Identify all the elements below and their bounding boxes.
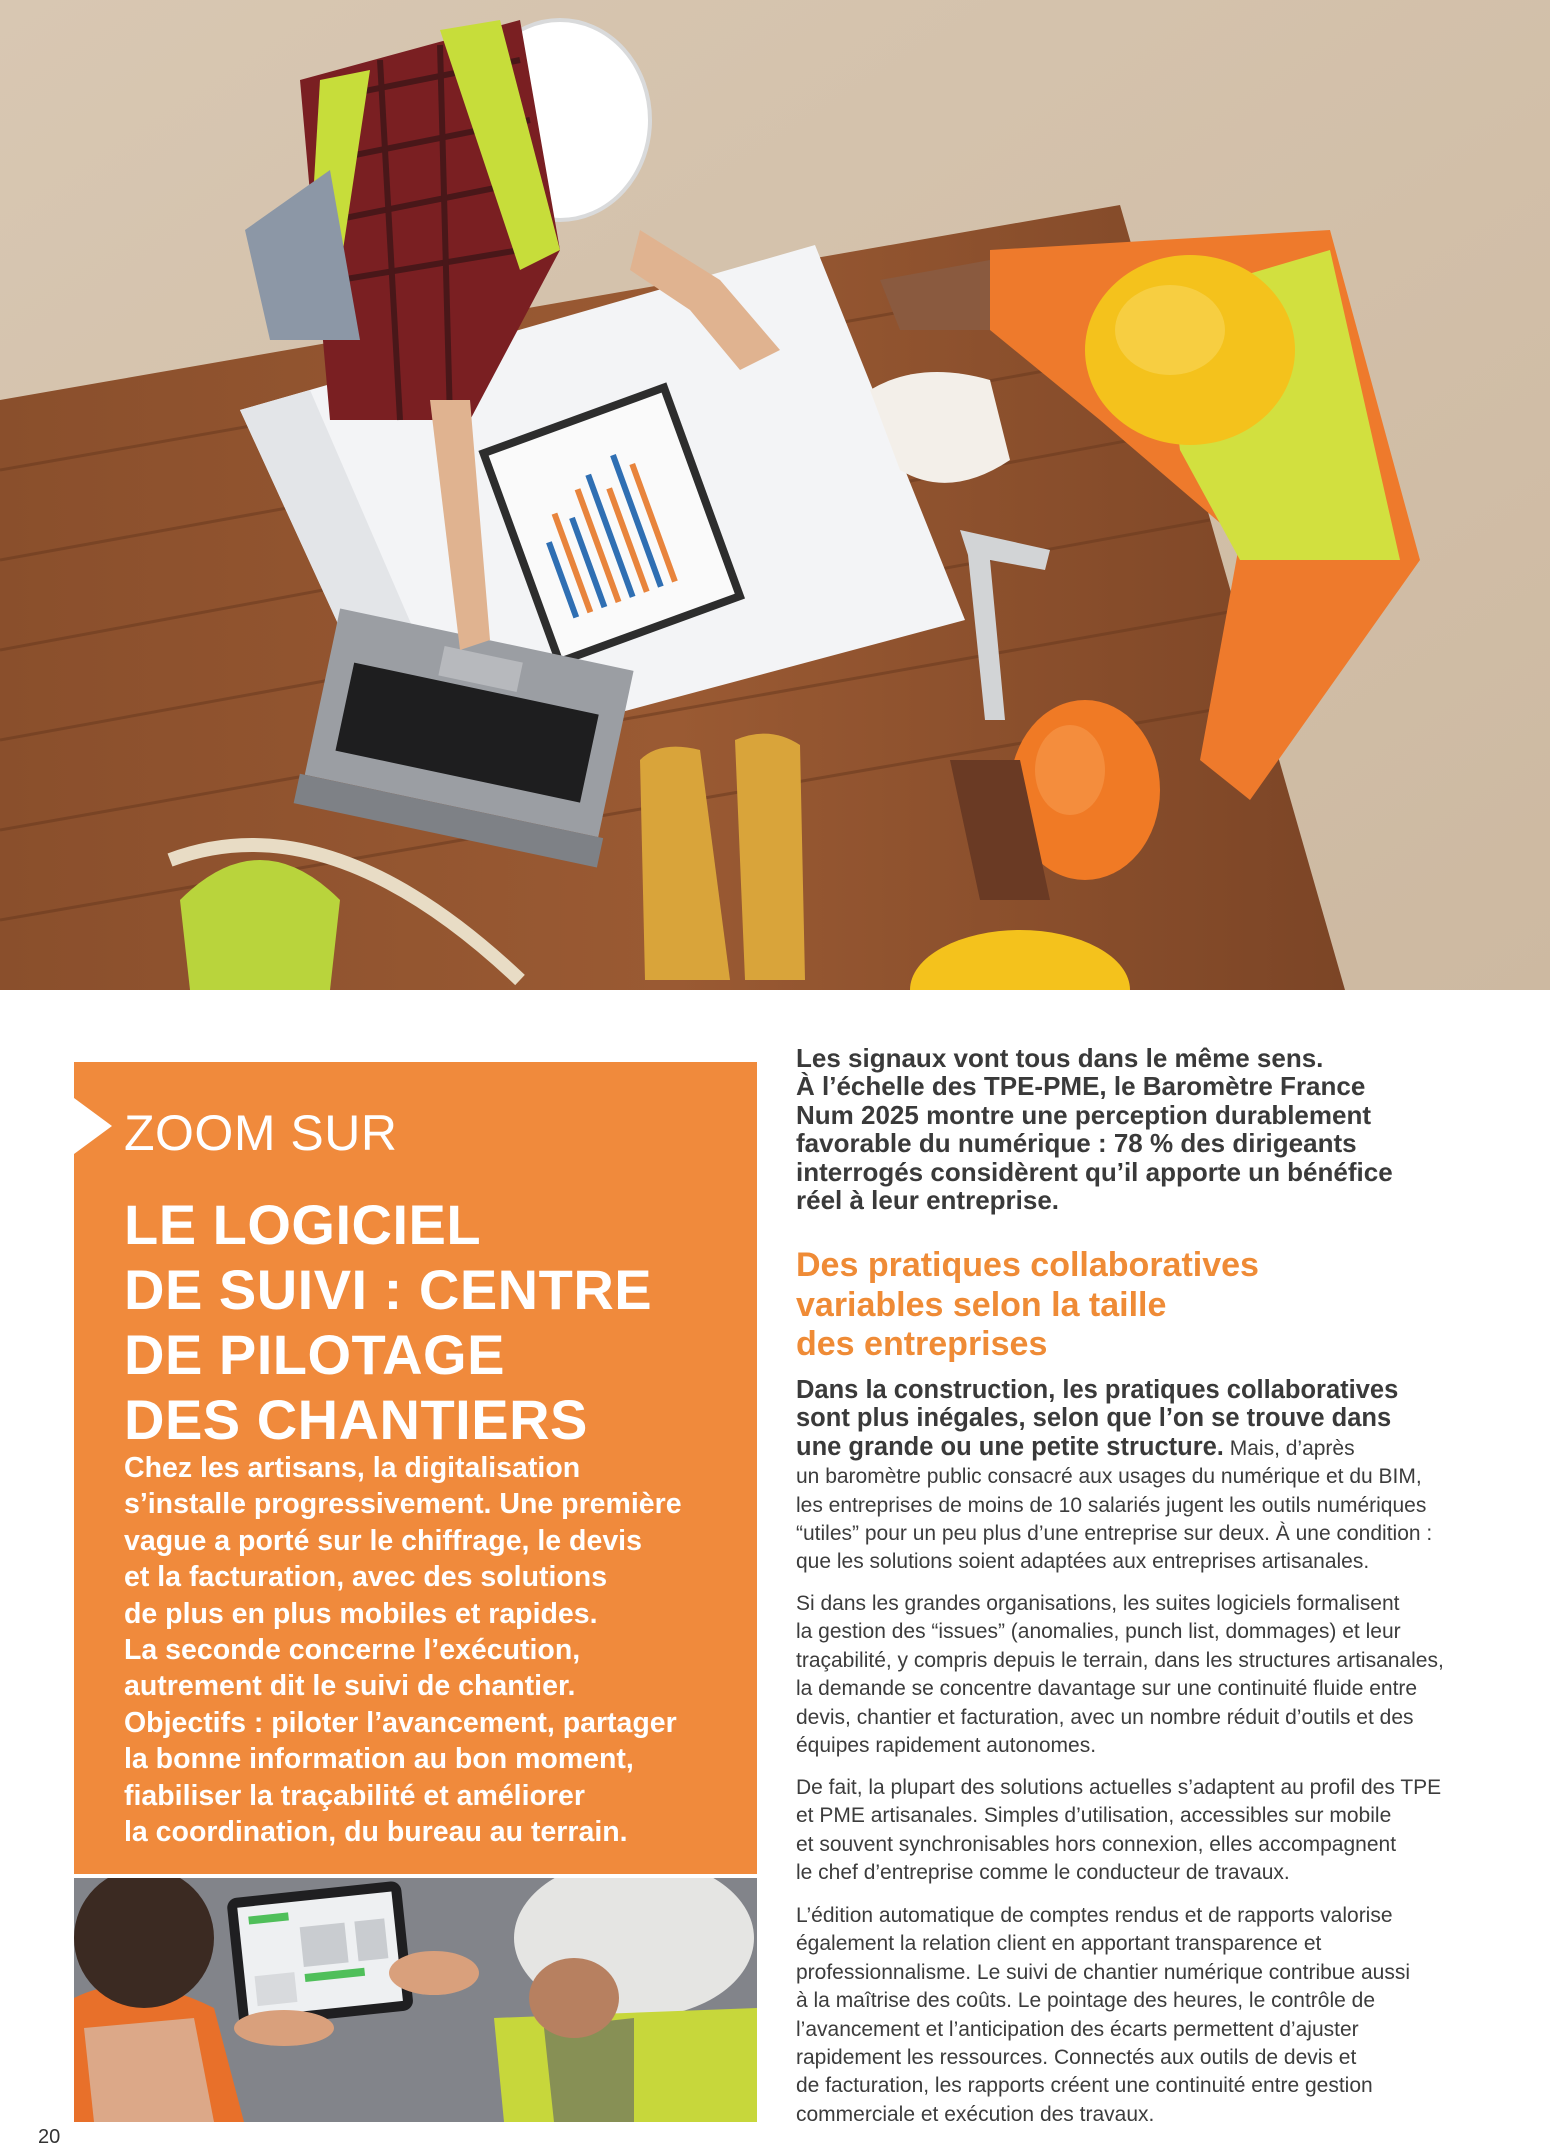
paragraph-1 xyxy=(796,1376,1496,1577)
lead-line: sont plus inégales, selon que l’on se trouve dans xyxy=(796,1404,1392,1433)
intro-line: favorable du numérique : 78 % des dirigeants xyxy=(796,1128,1357,1159)
section-heading xyxy=(796,1246,1496,1365)
body-line: de facturation, les rapports créent une continuité entre gestion xyxy=(796,2074,1373,2098)
body-line: le chef d’entreprise comme le conducteur de travaux. xyxy=(796,1861,1290,1885)
tablet-site-review-photo xyxy=(74,1878,757,2122)
body-line: un baromètre public consacré aux usages du numérique et du BIM, xyxy=(796,1465,1422,1489)
callout-body-line: la bonne information au bon moment, xyxy=(124,1743,634,1776)
intro-line: interrogés considèrent qu’il apporte un bénéfice xyxy=(796,1156,1393,1187)
hero-photo xyxy=(0,0,1550,990)
body-line: les entreprises de moins de 10 salariés jugent les outils numériques xyxy=(796,1493,1427,1517)
body-line: à la maîtrise des coûts. Le pointage des heures, le contrôle de xyxy=(796,1989,1376,2013)
body-line: l’avancement et l’anticipation des écarts permettent d’ajuster xyxy=(796,2017,1359,2041)
body-line: la demande se concentre davantage sur une continuité fluide entre xyxy=(796,1677,1418,1701)
paragraph-3 xyxy=(796,1774,1496,1888)
callout-title-line: LE LOGICIEL xyxy=(124,1193,482,1256)
callout-notch-arrow xyxy=(74,1098,112,1154)
paragraph-2 xyxy=(796,1590,1496,1760)
page-number: 20 xyxy=(38,2126,61,2148)
section-heading-line: des entreprises xyxy=(796,1325,1048,1363)
body-line: devis, chantier et facturation, avec un nombre réduit d’outils et des xyxy=(796,1705,1414,1729)
section-heading-line: Des pratiques collaboratives xyxy=(796,1246,1259,1284)
callout-kicker: ZOOM SUR xyxy=(124,1105,398,1161)
callout-body xyxy=(124,1450,744,1850)
body-line: la gestion des “issues” (anomalies, punch list, dommages) et leur xyxy=(796,1620,1401,1644)
inset-photo xyxy=(74,1878,757,2122)
body-line: “utiles” pour un peu plus d’une entreprise sur deux. À une condition : xyxy=(796,1522,1433,1546)
callout-body-line: et la facturation, avec des solutions xyxy=(124,1561,608,1594)
body-line: rapidement les ressources. Connectés aux outils de devis et xyxy=(796,2046,1357,2070)
body-line: traçabilité, y compris depuis le terrain, dans les structures artisanales, xyxy=(796,1648,1444,1672)
body-line: et souvent synchronisables hors connexion, elles accompagnent xyxy=(796,1832,1397,1856)
body-line: équipes rapidement autonomes. xyxy=(796,1734,1097,1758)
intro-line: Num 2025 montre une perception durablement xyxy=(796,1099,1372,1130)
body-line: professionnalisme. Le suivi de chantier numérique contribue aussi xyxy=(796,1960,1411,1984)
intro-line: Les signaux vont tous dans le même sens. xyxy=(796,1043,1324,1073)
body-line: que les solutions soient adaptées aux entreprises artisanales. xyxy=(796,1550,1370,1574)
callout-body-line: de plus en plus mobiles et rapides. xyxy=(124,1597,598,1630)
lead-line: Dans la construction, les pratiques collaboratives xyxy=(796,1376,1399,1404)
body-line: De fait, la plupart des solutions actuelles s’adaptent au profil des TPE xyxy=(796,1776,1442,1799)
body-line: commerciale et exécution des travaux. xyxy=(796,2102,1155,2126)
paragraph-4 xyxy=(796,1902,1496,2129)
callout-body-line: la coordination, du bureau au terrain. xyxy=(124,1816,628,1849)
callout-body-line: vague a porté sur le chiffrage, le devis xyxy=(124,1524,642,1557)
intro-line: À l’échelle des TPE-PME, le Baromètre France xyxy=(796,1071,1366,1102)
callout-body-line: La seconde concerne l’exécution, xyxy=(124,1634,581,1667)
callout-title-line: DE PILOTAGE xyxy=(124,1323,505,1386)
callout-body-line: Objectifs : piloter l’avancement, partager xyxy=(124,1706,677,1739)
callout-body-line: autrement dit le suivi de chantier. xyxy=(124,1670,576,1703)
intro-paragraph xyxy=(796,1044,1496,1214)
body-line: L’édition automatique de comptes rendus et de rapports valorise xyxy=(796,1904,1393,1927)
intro-line: réel à leur entreprise. xyxy=(796,1185,1060,1216)
body-line: Si dans les grandes organisations, les suites logiciels formalisent xyxy=(796,1592,1400,1615)
lead-line-tail: une grande ou une petite structure. xyxy=(796,1432,1224,1461)
section-heading-line: variables selon la taille xyxy=(796,1285,1167,1324)
callout-title-line: DE SUIVI : CENTRE xyxy=(124,1258,653,1321)
body-line: et PME artisanales. Simples d’utilisation, accessibles sur mobile xyxy=(796,1804,1392,1828)
lead-mixed-line xyxy=(796,1433,1496,1463)
callout-body-line: s’installe progressivement. Une première xyxy=(124,1488,682,1521)
body-line-start: Mais, d’après xyxy=(1223,1436,1355,1460)
body-line: également la relation client en apportant transparence et xyxy=(796,1932,1322,1956)
construction-team-planning-photo xyxy=(0,0,1550,990)
callout-body-line: fiabiliser la traçabilité et améliorer xyxy=(124,1779,585,1812)
callout-body-line: Chez les artisans, la digitalisation xyxy=(124,1452,581,1484)
callout-title-line: DES CHANTIERS xyxy=(124,1388,588,1451)
callout-title xyxy=(124,1192,724,1452)
